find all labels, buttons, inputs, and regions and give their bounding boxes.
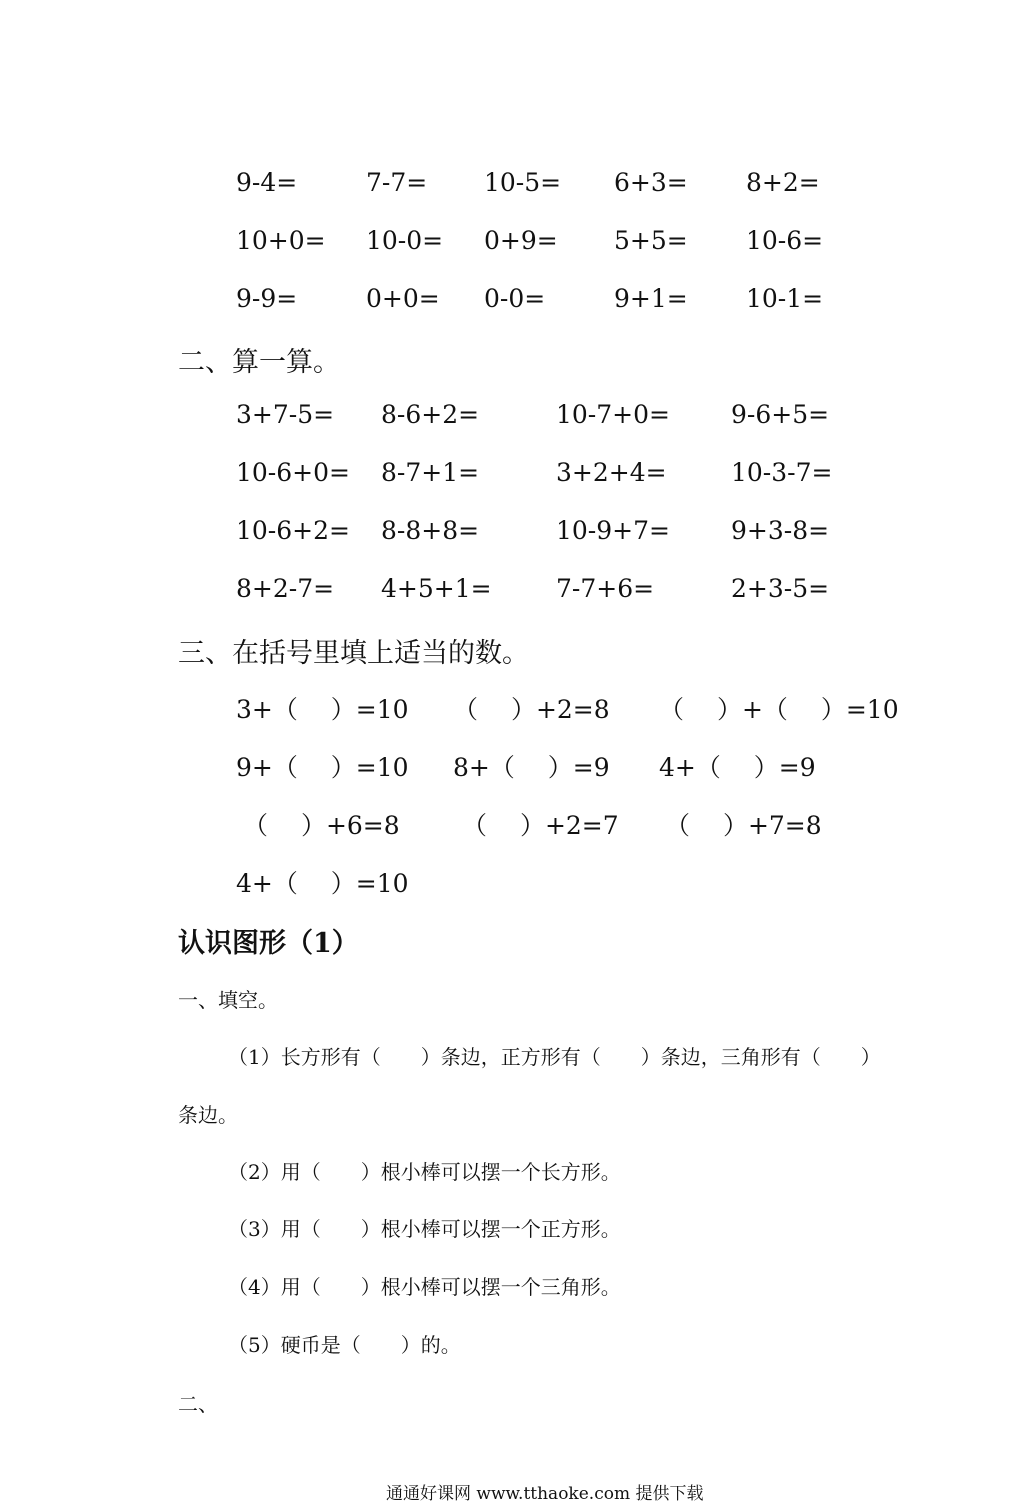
fill-blank-exercise: 8+（ ）=9 — [453, 753, 610, 782]
exercise: 6+3= — [614, 168, 688, 197]
question-5: （5）硬币是（ ）的。 — [228, 1333, 461, 1357]
exercise: 8+2-7= — [236, 574, 335, 603]
question-1-line-2: 条边。 — [178, 1103, 238, 1127]
exercise: 10-6+0= — [236, 458, 350, 487]
shapes-title: 认识图形（1） — [178, 928, 359, 959]
fill-blank-exercise: （ ）+2=7 — [462, 811, 619, 840]
exercise: 3+2+4= — [556, 458, 667, 487]
fill-blank-exercise: 9+（ ）=10 — [236, 753, 409, 782]
exercise: 7-7= — [366, 168, 428, 197]
question-2: （2）用（ ）根小棒可以摆一个长方形。 — [228, 1160, 621, 1184]
exercise: 10-5= — [484, 168, 562, 197]
exercise: 10-0= — [366, 226, 444, 255]
fill-blank-exercise: 4+（ ）=9 — [659, 753, 816, 782]
exercise: 0-0= — [484, 284, 546, 313]
section3-heading: 三、在括号里填上适当的数。 — [178, 638, 529, 669]
exercise: 5+5= — [614, 226, 688, 255]
fill-blank-exercise: （ ）+7=8 — [665, 811, 822, 840]
page-footer: 通通好课网 www.tthaoke.com 提供下载 — [386, 1484, 704, 1504]
exercise: 7-7+6= — [556, 574, 655, 603]
exercise: 9-6+5= — [731, 400, 830, 429]
fill-blank-exercise: 3+（ ）=10 — [236, 695, 409, 724]
exercise: 0+9= — [484, 226, 558, 255]
fill-blank-exercise: （ ）+6=8 — [243, 811, 400, 840]
exercise: 10-3-7= — [731, 458, 833, 487]
exercise: 9+1= — [614, 284, 688, 313]
fill-blank-exercise: （ ）+2=8 — [453, 695, 610, 724]
part2-heading: 二、 — [178, 1392, 218, 1416]
exercise: 4+5+1= — [381, 574, 492, 603]
exercise: 8-7+1= — [381, 458, 480, 487]
exercise: 10+0= — [236, 226, 326, 255]
exercise: 10-6= — [746, 226, 824, 255]
exercise: 2+3-5= — [731, 574, 830, 603]
fill-blank-exercise: 4+（ ）=10 — [236, 869, 409, 898]
fill-blank-exercise: （ ）+（ ）=10 — [659, 695, 899, 724]
part1-heading: 一、填空。 — [178, 988, 278, 1012]
exercise: 9+3-8= — [731, 516, 830, 545]
exercise: 9-9= — [236, 284, 298, 313]
exercise: 0+0= — [366, 284, 440, 313]
exercise: 9-4= — [236, 168, 298, 197]
section2-heading: 二、算一算。 — [178, 347, 340, 378]
question-1-line-1: （1）长方形有（ ）条边，正方形有（ ）条边，三角形有（ ） — [228, 1045, 881, 1069]
exercise: 8-6+2= — [381, 400, 480, 429]
exercise: 3+7-5= — [236, 400, 335, 429]
exercise: 8-8+8= — [381, 516, 480, 545]
question-3: （3）用（ ）根小棒可以摆一个正方形。 — [228, 1217, 621, 1241]
exercise: 10-1= — [746, 284, 824, 313]
exercise: 10-7+0= — [556, 400, 670, 429]
exercise: 10-6+2= — [236, 516, 350, 545]
question-4: （4）用（ ）根小棒可以摆一个三角形。 — [228, 1275, 621, 1299]
exercise: 8+2= — [746, 168, 820, 197]
exercise: 10-9+7= — [556, 516, 670, 545]
